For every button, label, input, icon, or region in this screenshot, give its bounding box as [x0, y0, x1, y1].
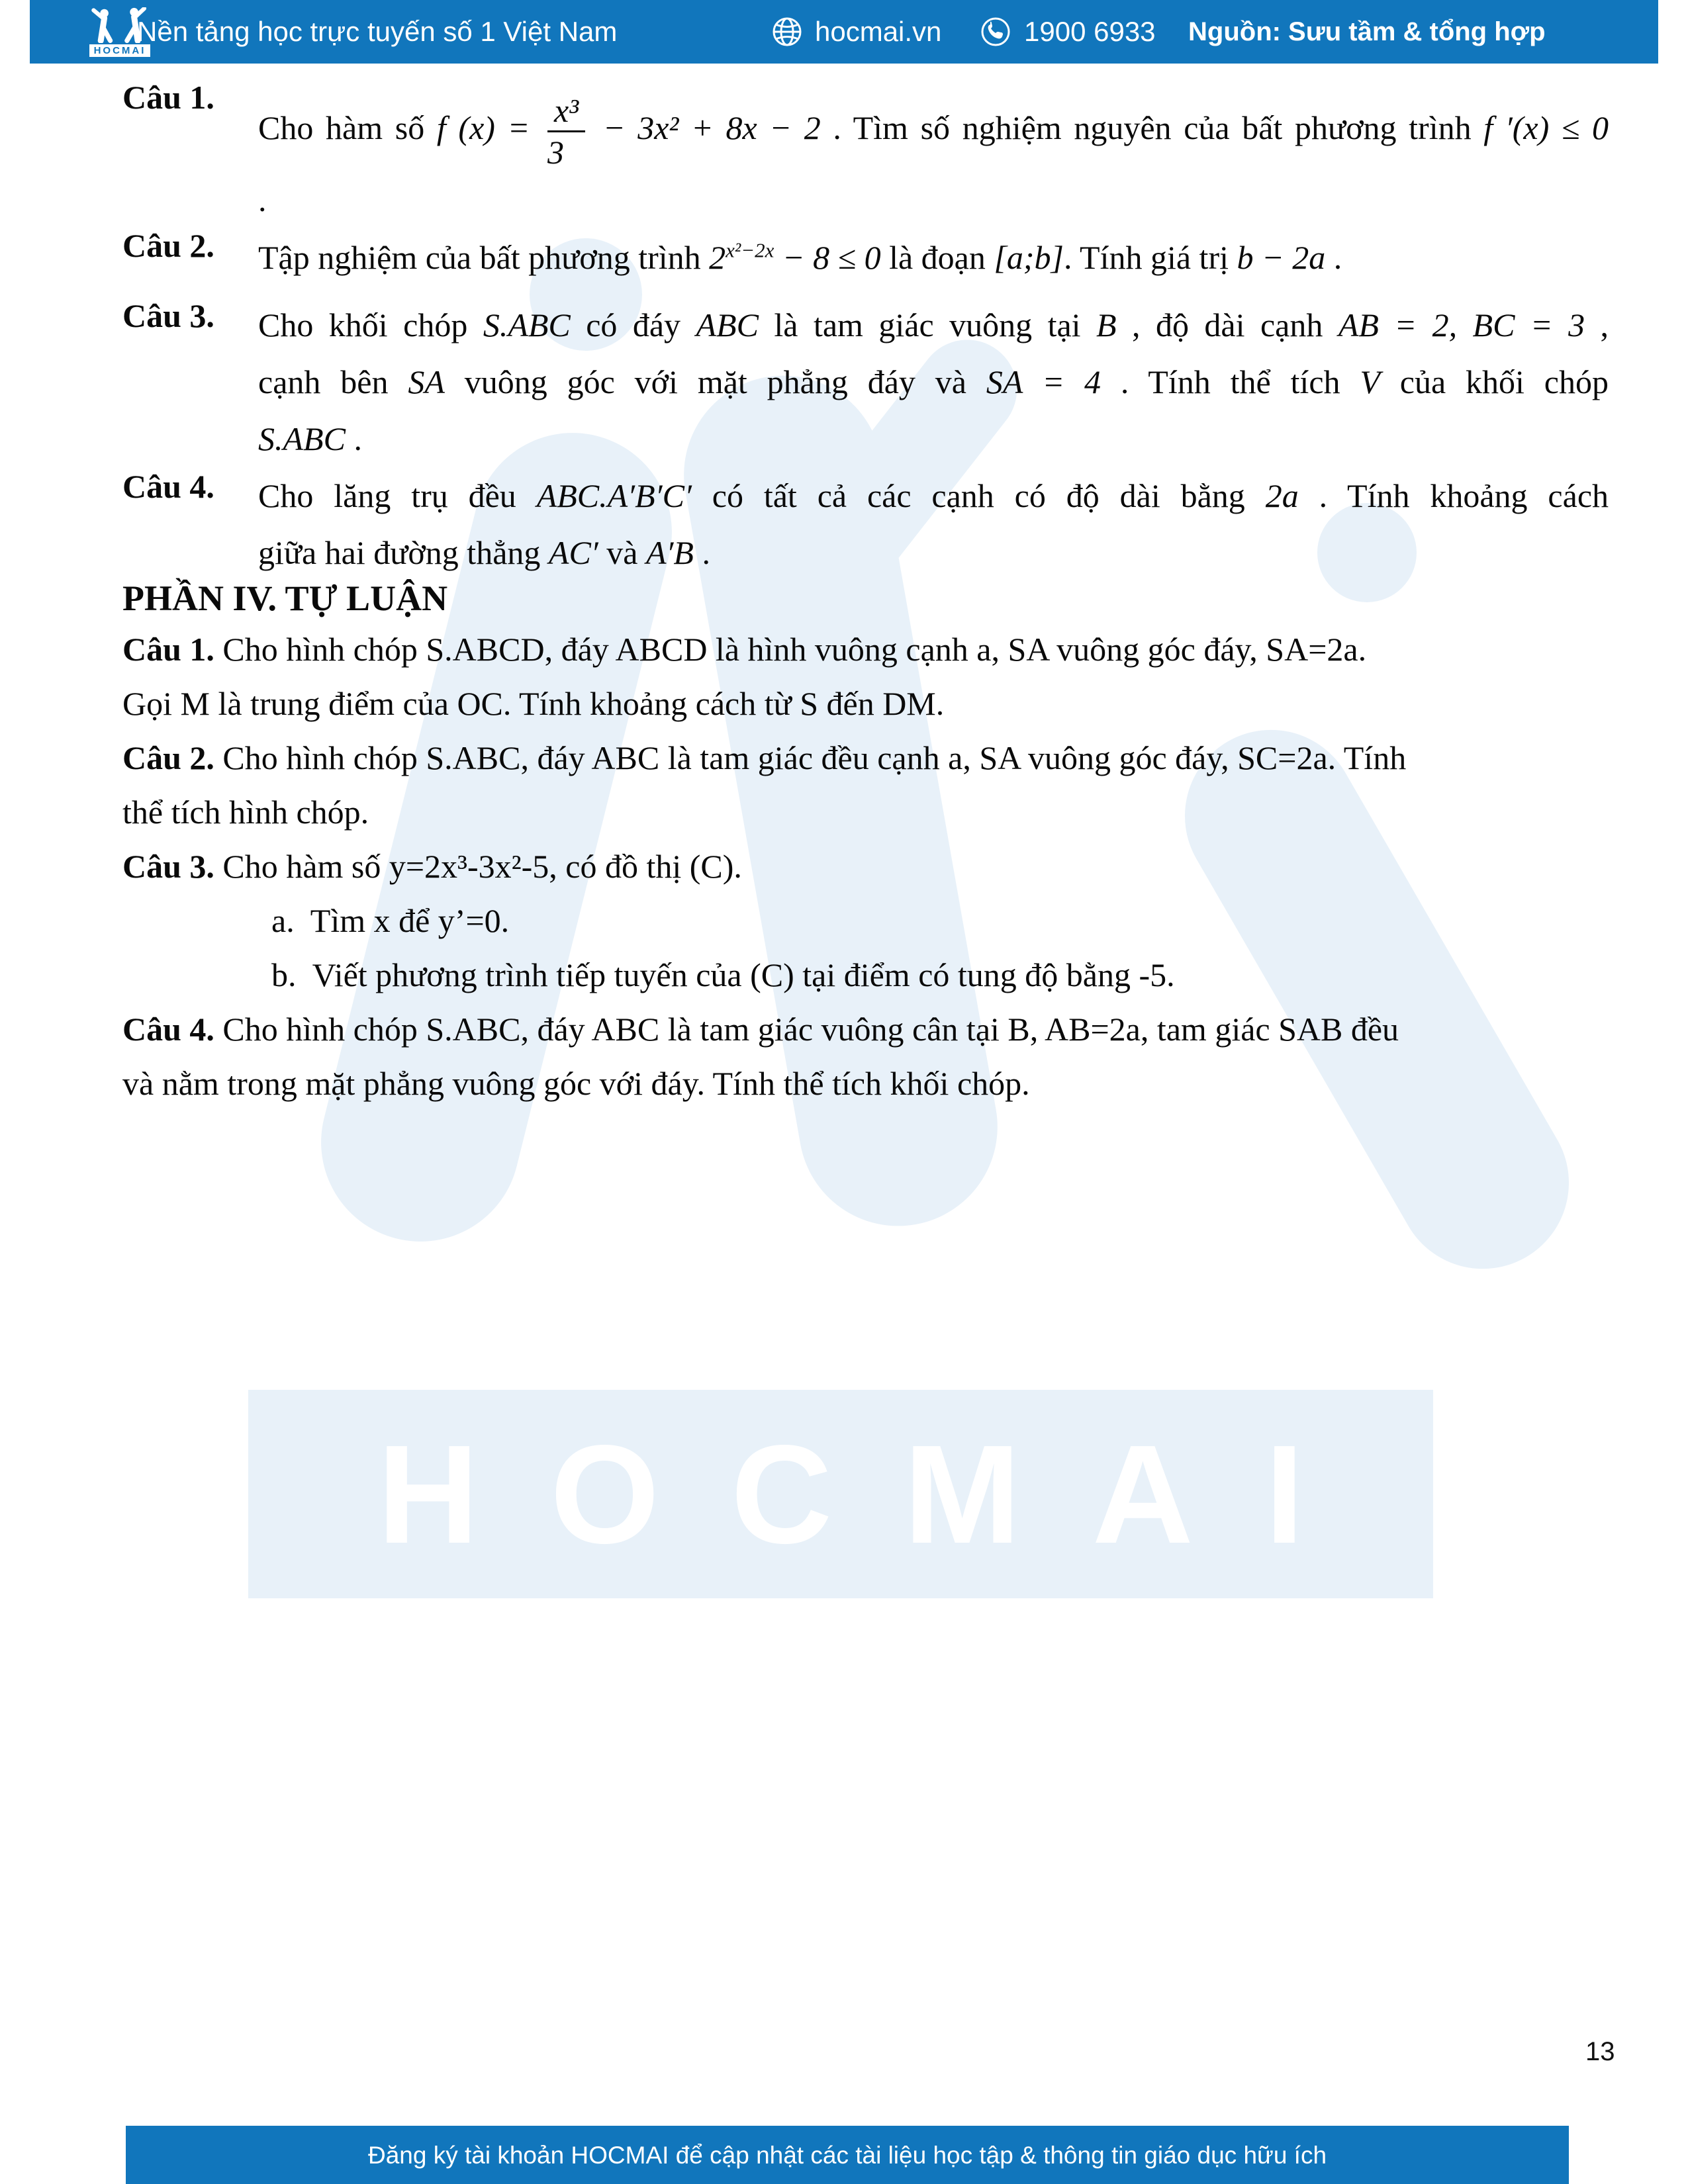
part3-question-2	[122, 226, 1609, 289]
part3-question-4	[122, 467, 1609, 581]
question-label: Câu 4.	[122, 468, 214, 505]
part3-question-3	[122, 296, 1609, 467]
question-text-line: Cho khối chóp S.ABC có đáy ABC là tam giác vuông tại B , độ dài cạnh AB = 2, BC = 3 ,	[258, 306, 1609, 343]
question-label: Câu 2.	[122, 227, 214, 264]
logo-label: HOCMAI	[89, 44, 151, 57]
part4-questions	[122, 622, 1609, 1111]
question-label: Câu 1.	[122, 79, 214, 116]
page-number: 13	[1585, 2037, 1615, 2066]
header-tagline: Nền tảng học trực tuyến số 1 Việt Nam	[137, 16, 618, 47]
part4-q2-line: thể tích hình chóp.	[122, 794, 369, 831]
question-text-line: S.ABC .	[258, 420, 362, 457]
part4-q1-line: Câu 1. Cho hình chóp S.ABCD, đáy ABCD là hình vuông cạnh a, SA vuông góc đáy, SA=2a.	[122, 631, 1367, 668]
watermark-text: HOCMAI	[377, 1415, 1376, 1572]
header-website: hocmai.vn	[815, 16, 942, 47]
part3-question-1	[122, 78, 1609, 177]
part4-q3-line: Câu 3. Cho hàm số y=2x³-3x²-5, có đồ thị (C).	[122, 848, 742, 885]
header-bar	[30, 0, 1658, 64]
phone-icon	[980, 0, 1011, 64]
header-phone: 1900 6933	[1024, 16, 1156, 47]
question-text: Tập nghiệm của bất phương trình $2^{x^2-2x} - 8 \le 0$ là đoạn [a;b]. Tính giá trị b − 2a .	[258, 238, 1342, 276]
footer-bar	[126, 2126, 1569, 2184]
part4-q3-sub-a: a. Tìm x để y’=0.	[271, 902, 510, 939]
header-source: Nguồn: Sưu tầm & tổng hợp	[1188, 17, 1546, 46]
question-text-line: Cho lăng trụ đều ABC.A′B′C′ có tất cả các cạnh có độ dài bằng 2a . Tính khoảng cách	[258, 477, 1609, 514]
question-text: Cho hàm số f (x) = $\frac{\text{x³}}{3}$ − 3x² + 8x − 2 . Tìm số nghiệm nguyên của bất phương trình f ′(x) ≤ 0	[258, 92, 1609, 171]
part4-q3-sub-b: b. Viết phương trình tiếp tuyến của (C) tại điểm có tung độ bằng -5.	[271, 956, 1175, 993]
part4-q4-line: và nằm trong mặt phẳng vuông góc với đáy. Tính thể tích khối chóp.	[122, 1065, 1030, 1102]
globe-icon	[771, 0, 803, 64]
part4-q2-line: Câu 2. Cho hình chóp S.ABC, đáy ABC là tam giác đều cạnh a, SA vuông góc đáy, SC=2a. Tính	[122, 739, 1407, 776]
part4-q1-line: Gọi M là trung điểm của OC. Tính khoảng cách từ S đến DM.	[122, 685, 945, 722]
question-label: Câu 3.	[122, 297, 214, 334]
question-text-line: giữa hai đường thẳng AC′ và A′B .	[258, 534, 710, 571]
question-1-trailing-dot: .	[258, 181, 267, 218]
part4-heading: PHẦN IV. TỰ LUẬN	[122, 578, 448, 618]
footer-text: Đăng ký tài khoản HOCMAI để cập nhật các tài liệu học tập & thông tin giáo dục hữu ích	[367, 2142, 1327, 2169]
part4-q4-line: Câu 4. Cho hình chóp S.ABC, đáy ABC là tam giác vuông cân tại B, AB=2a, tam giác SAB đều	[122, 1011, 1399, 1048]
question-text-line: cạnh bên SA vuông góc với mặt phẳng đáy và SA = 4 . Tính thể tích V của khối chóp	[258, 363, 1609, 400]
